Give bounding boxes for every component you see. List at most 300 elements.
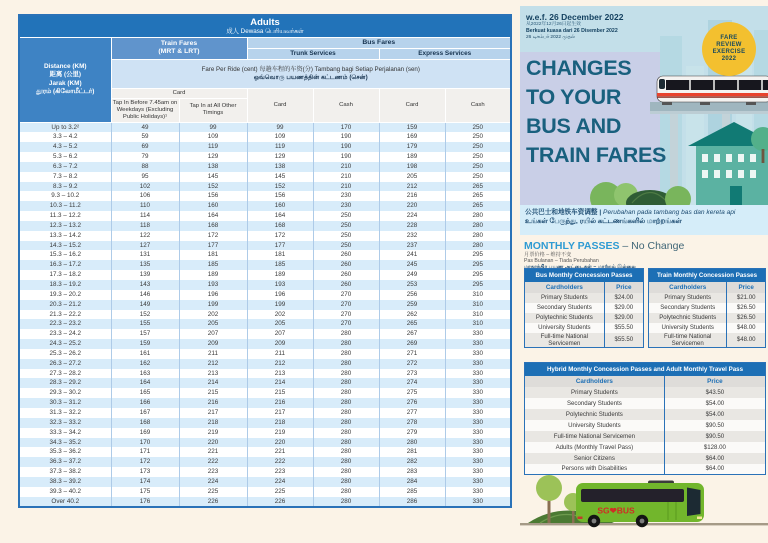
- fare-value-cell: 213: [247, 369, 313, 379]
- pass-row: [649, 313, 766, 323]
- badge-line: EXERCISE: [712, 49, 746, 55]
- fare-row: [19, 221, 511, 231]
- fare-value-cell: 256: [379, 290, 445, 300]
- cardholder-cell: Secondary Students: [566, 399, 622, 407]
- price-header: Price: [664, 376, 765, 387]
- fare-value-cell: 149: [111, 300, 179, 310]
- fare-value-cell: 175: [111, 487, 179, 497]
- fare-value-cell: 330: [445, 349, 511, 359]
- fare-value-cell: 218: [247, 418, 313, 428]
- fare-value-cell: 156: [179, 191, 247, 201]
- hybrid-monthly-pass-table: [524, 362, 766, 475]
- fare-value-cell: 260: [313, 260, 379, 270]
- fare-value-cell: 169: [111, 428, 179, 438]
- fare-row: [19, 359, 511, 369]
- fare-value-cell: 271: [379, 349, 445, 359]
- distance-cell: 6.3 – 7.2: [52, 162, 78, 170]
- fare-value-cell: 280: [313, 487, 379, 497]
- fare-value-cell: 330: [445, 497, 511, 508]
- pass-row: [525, 409, 766, 420]
- fare-value-cell: 212: [379, 182, 445, 192]
- fare-value-cell: 207: [247, 329, 313, 339]
- monthly-passes-heading: [524, 240, 768, 271]
- monthly-passes-zh: 月票价格 – 维持不变: [524, 252, 572, 258]
- fare-row: [19, 182, 511, 192]
- distance-cell: Over 40.2: [51, 497, 80, 505]
- distance-cell: 24.3 – 25.2: [49, 340, 81, 348]
- fare-value-cell: 250: [445, 162, 511, 172]
- fare-value-cell: 213: [179, 369, 247, 379]
- fare-value-cell: 265: [445, 191, 511, 201]
- distance-cell: 35.3 – 36.2: [49, 448, 81, 456]
- distance-zh: 距离 (公里): [49, 71, 82, 78]
- effective-date-en: w.e.f. 26 December 2022: [526, 12, 624, 22]
- cardholder-cell: Full-time National Servicemen: [663, 332, 712, 347]
- fare-value-cell: 162: [111, 359, 179, 369]
- table-title-row: [19, 15, 511, 37]
- fare-value-cell: 216: [247, 398, 313, 408]
- fare-row: [19, 349, 511, 359]
- no-change-label: – No Change: [619, 240, 685, 252]
- fare-value-cell: 224: [247, 477, 313, 487]
- fare-value-cell: 217: [179, 408, 247, 418]
- fare-value-cell: 145: [247, 172, 313, 182]
- fare-value-cell: 310: [445, 310, 511, 320]
- fare-value-cell: 274: [379, 378, 445, 388]
- fare-value-cell: 295: [445, 250, 511, 260]
- subtitle-ta: உங்கள் பேருந்து, ரயில் கட்டணங்களில் மாற்றங்கள்: [525, 218, 682, 225]
- fare-value-cell: 220: [379, 201, 445, 211]
- fare-value-cell: 210: [313, 182, 379, 192]
- fare-value-cell: 280: [313, 447, 379, 457]
- fare-value-cell: 280: [313, 457, 379, 467]
- train-icon: [657, 76, 768, 105]
- fare-value-cell: 223: [247, 467, 313, 477]
- cardholder-cell: Polytechnic Students: [659, 314, 717, 321]
- fare-value-cell: 275: [379, 388, 445, 398]
- fare-value-cell: 152: [247, 182, 313, 192]
- distance-cell: 15.3 – 16.2: [49, 251, 81, 259]
- fare-value-cell: 196: [179, 290, 247, 300]
- cardholder-cell: Primary Students: [664, 294, 712, 301]
- subtitle-band: [520, 205, 768, 235]
- fare-value-cell: 270: [313, 319, 379, 329]
- fare-per-ride-line1: Fare Per Ride (cent) 每趟车程的车资(分) Tambang bagi Setiap Perjalanan (sen): [201, 65, 420, 73]
- price-cell: $43.50: [664, 387, 765, 398]
- effective-date-block: [526, 12, 624, 41]
- price-cell: $29.00: [604, 313, 643, 323]
- fare-row: [19, 260, 511, 270]
- express-services-header: Express Services: [379, 48, 511, 59]
- train-monthly-pass-table: [648, 268, 766, 348]
- fare-value-cell: 167: [111, 408, 179, 418]
- fare-value-cell: 250: [445, 152, 511, 162]
- monthly-passes-title: [524, 240, 768, 252]
- distance-ta: தூரம் (கிலோமீட்டர்): [36, 88, 95, 95]
- fare-value-cell: 143: [111, 280, 179, 290]
- fare-value-cell: 159: [111, 339, 179, 349]
- fare-value-cell: 245: [379, 260, 445, 270]
- tap-in-before-header: Tap In Before 7.45am on Weekdays (Excluding Public Holidays)¹: [111, 98, 179, 122]
- fare-value-cell: 118: [111, 221, 179, 231]
- distance-cell: 23.3 – 24.2: [49, 330, 81, 338]
- fare-value-cell: 330: [445, 388, 511, 398]
- price-cell: $128.00: [664, 442, 765, 453]
- fare-value-cell: 220: [247, 438, 313, 448]
- fare-value-cell: 222: [247, 457, 313, 467]
- fare-per-ride-line2: ஒவ்வொரு பயணத்தின் கட்டணம் (சென்): [253, 73, 368, 81]
- subtitle-zh: 公共巴士和地铁车资调整: [525, 209, 598, 216]
- fare-value-cell: 249: [379, 270, 445, 280]
- fare-row: [19, 270, 511, 280]
- pass-row: [649, 293, 766, 303]
- fare-value-cell: 109: [247, 132, 313, 142]
- pass-row: [649, 333, 766, 348]
- cardholder-cell: Persons with Disabilities: [561, 465, 628, 473]
- header-band-1: [19, 37, 511, 48]
- fare-value-cell: 211: [247, 349, 313, 359]
- distance-cell: 39.3 – 40.2: [49, 487, 81, 495]
- bus-pass-title: Bus Monthly Concession Passes: [525, 269, 644, 282]
- fare-value-cell: 241: [379, 250, 445, 260]
- price-cell: $54.00: [664, 409, 765, 420]
- distance-cell: 29.3 – 30.2: [49, 389, 81, 397]
- fare-value-cell: 185: [247, 260, 313, 270]
- fare-value-cell: 205: [179, 319, 247, 329]
- pass-row: [525, 333, 644, 348]
- fare-value-cell: 280: [313, 418, 379, 428]
- train-fares-sublabel: (MRT & LRT): [158, 48, 200, 55]
- distance-ms: Jarak (KM): [48, 79, 82, 87]
- right-panel: [520, 0, 768, 543]
- train-pass-title: Train Monthly Concession Passes: [649, 269, 766, 282]
- fare-value-cell: 202: [179, 310, 247, 320]
- fare-value-cell: 209: [247, 339, 313, 349]
- fare-value-cell: 99: [179, 122, 247, 132]
- fare-value-cell: 205: [247, 319, 313, 329]
- distance-cell: 20.3 – 21.2: [49, 300, 81, 308]
- cardholder-cell: University Students: [538, 324, 591, 331]
- fare-value-cell: 270: [313, 290, 379, 300]
- fare-value-cell: 295: [445, 260, 511, 270]
- distance-cell: 21.3 – 22.2: [49, 310, 81, 318]
- distance-cell: 25.3 – 26.2: [49, 349, 81, 357]
- distance-cell: 13.3 – 14.2: [49, 231, 81, 239]
- distance-cell: 28.3 – 29.2: [49, 379, 81, 387]
- distance-cell: 17.3 – 18.2: [49, 271, 81, 279]
- fare-value-cell: 170: [111, 438, 179, 448]
- express-cash-header: Cash: [445, 88, 511, 122]
- distance-cell: 8.3 – 9.2: [52, 182, 78, 190]
- fare-value-cell: 250: [445, 172, 511, 182]
- distance-cell: 7.3 – 8.2: [52, 172, 78, 180]
- fare-value-cell: 173: [111, 467, 179, 477]
- fare-value-cell: 212: [179, 359, 247, 369]
- cardholder-cell: Full-time National Servicemen: [540, 332, 589, 347]
- fare-row: [19, 428, 511, 438]
- fare-value-cell: 330: [445, 378, 511, 388]
- cardholders-header: Cardholders: [525, 376, 665, 387]
- fare-value-cell: 270: [313, 300, 379, 310]
- fare-value-cell: 280: [313, 349, 379, 359]
- distance-cell: 11.3 – 12.2: [49, 212, 81, 220]
- distance-cell: 10.3 – 11.2: [49, 202, 81, 210]
- fare-value-cell: 330: [445, 487, 511, 497]
- fare-value-cell: 160: [247, 201, 313, 211]
- price-cell: $21.00: [727, 293, 766, 303]
- fare-value-cell: 185: [179, 260, 247, 270]
- fare-value-cell: 168: [111, 418, 179, 428]
- effective-date-ms: Berkuat kuasa dari 26 Disember 2022: [526, 28, 618, 34]
- fare-row: [19, 339, 511, 349]
- fare-value-cell: 267: [379, 329, 445, 339]
- bus-icon: [576, 481, 704, 528]
- distance-cell: 5.3 – 6.2: [52, 153, 78, 161]
- fare-value-cell: 280: [313, 477, 379, 487]
- distance-cell: 18.3 – 19.2: [49, 281, 81, 288]
- fare-value-cell: 250: [445, 142, 511, 152]
- price-cell: $48.00: [727, 323, 766, 333]
- distance-cell: Up to 3.2²: [51, 123, 80, 131]
- fare-value-cell: 262: [379, 310, 445, 320]
- tap-in-other-header: Tap In at All Other Timings: [179, 98, 247, 122]
- fare-value-cell: 215: [247, 388, 313, 398]
- fare-value-cell: 181: [247, 250, 313, 260]
- fare-value-cell: 330: [445, 457, 511, 467]
- fare-value-cell: 250: [313, 211, 379, 221]
- fare-row: [19, 152, 511, 162]
- fare-value-cell: 278: [379, 418, 445, 428]
- fare-value-cell: 168: [247, 221, 313, 231]
- fare-value-cell: 277: [379, 408, 445, 418]
- heading-line: BUS AND: [526, 114, 622, 138]
- fare-value-cell: 193: [179, 280, 247, 290]
- fare-value-cell: 276: [379, 398, 445, 408]
- trunk-cash-header: Cash: [313, 88, 379, 122]
- train-pass-body: [649, 293, 766, 348]
- fare-value-cell: 232: [379, 231, 445, 241]
- distance-cell: 4.3 – 5.2: [52, 143, 78, 151]
- price-cell: $26.50: [727, 303, 766, 313]
- fare-value-cell: 280: [313, 369, 379, 379]
- fare-value-cell: 280: [313, 467, 379, 477]
- fare-value-cell: 280: [445, 241, 511, 251]
- cardholder-cell: Full-time National Servicemen: [553, 432, 636, 440]
- fare-value-cell: 250: [313, 231, 379, 241]
- fare-row: [19, 231, 511, 241]
- cardholder-cell: Adults (Monthly Travel Pass): [555, 443, 634, 451]
- express-card-header: Card: [379, 88, 445, 122]
- distance-cell: 37.3 – 38.2: [49, 468, 81, 476]
- fare-value-cell: 219: [247, 428, 313, 438]
- hybrid-pass-title: Hybrid Monthly Concession Passes and Adult Monthly Travel Pass: [525, 363, 766, 376]
- fare-value-cell: 217: [247, 408, 313, 418]
- fare-value-cell: 250: [445, 122, 511, 132]
- fare-value-cell: 156: [247, 191, 313, 201]
- cardholder-cell: Senior Citizens: [573, 454, 615, 462]
- fare-value-cell: 163: [111, 369, 179, 379]
- distance-cell: 30.3 – 31.2: [49, 399, 81, 407]
- fare-value-cell: 265: [379, 319, 445, 329]
- fare-value-cell: 295: [445, 280, 511, 290]
- badge-line: 2022: [721, 56, 737, 62]
- price-cell: $24.00: [604, 293, 643, 303]
- price-cell: $54.00: [664, 398, 765, 409]
- fare-value-cell: 330: [445, 329, 511, 339]
- fare-value-cell: 135: [111, 260, 179, 270]
- fare-value-cell: 138: [179, 162, 247, 172]
- fare-value-cell: 210: [313, 162, 379, 172]
- fare-value-cell: 170: [313, 122, 379, 132]
- fare-value-cell: 172: [179, 231, 247, 241]
- fare-value-cell: 330: [445, 369, 511, 379]
- fare-value-cell: 260: [313, 250, 379, 260]
- fare-value-cell: 161: [111, 349, 179, 359]
- fare-value-cell: 145: [179, 172, 247, 182]
- fare-value-cell: 226: [247, 497, 313, 508]
- price-cell: $29.00: [604, 303, 643, 313]
- fare-value-cell: 196: [247, 290, 313, 300]
- fare-value-cell: 280: [379, 438, 445, 448]
- fare-value-cell: 189: [179, 270, 247, 280]
- distance-cell: 38.3 – 39.2: [49, 477, 81, 485]
- fare-value-cell: 189: [379, 152, 445, 162]
- fare-value-cell: 283: [379, 467, 445, 477]
- fare-value-cell: 152: [111, 310, 179, 320]
- pass-row: [525, 398, 766, 409]
- fare-value-cell: 253: [379, 280, 445, 290]
- cardholder-cell: Secondary Students: [660, 304, 716, 311]
- fare-value-cell: 330: [445, 438, 511, 448]
- fare-value-cell: 169: [379, 132, 445, 142]
- fare-value-cell: 280: [313, 378, 379, 388]
- fare-row: [19, 211, 511, 221]
- fare-row: [19, 467, 511, 477]
- fare-value-cell: 310: [445, 319, 511, 329]
- fare-value-cell: 280: [313, 497, 379, 508]
- fare-value-cell: 160: [179, 201, 247, 211]
- title-adults: Adults: [250, 16, 280, 28]
- title-adults-translations: 成人 Dewasa பெரியவர்கள்: [226, 27, 304, 35]
- distance-cell: 27.3 – 28.2: [49, 369, 81, 377]
- fare-review-badge: [702, 22, 756, 76]
- pass-row: [649, 303, 766, 313]
- table-title: [19, 15, 511, 37]
- badge-line: FARE: [720, 35, 738, 41]
- distance-cell: 19.3 – 20.2: [49, 290, 81, 298]
- fare-value-cell: 209: [179, 339, 247, 349]
- distance-cell: 31.3 – 32.2: [49, 408, 81, 416]
- fare-value-cell: 269: [379, 339, 445, 349]
- fare-value-cell: 176: [111, 497, 179, 508]
- fare-value-cell: 69: [111, 142, 179, 152]
- distance-cell: 26.3 – 27.2: [49, 359, 81, 367]
- fare-value-cell: 211: [179, 349, 247, 359]
- fare-value-cell: 330: [445, 418, 511, 428]
- bus-pass-body: [525, 293, 644, 348]
- cardholder-cell: Polytechnic Students: [535, 314, 593, 321]
- fare-value-cell: 202: [247, 310, 313, 320]
- fare-value-cell: 330: [445, 467, 511, 477]
- fare-row: [19, 369, 511, 379]
- cardholder-cell: University Students: [661, 324, 714, 331]
- fare-value-cell: 221: [179, 447, 247, 457]
- price-cell: $64.00: [664, 453, 765, 464]
- fare-value-cell: 280: [313, 398, 379, 408]
- fare-value-cell: 172: [111, 457, 179, 467]
- cardholder-cell: Primary Students: [540, 294, 588, 301]
- fare-per-ride-header: [111, 59, 511, 88]
- fare-value-cell: 177: [247, 241, 313, 251]
- pass-row: [649, 323, 766, 333]
- fare-row: [19, 132, 511, 142]
- fare-value-cell: 216: [379, 191, 445, 201]
- pass-row: [525, 303, 644, 313]
- pass-row: [525, 387, 766, 398]
- fare-row: [19, 191, 511, 201]
- fare-value-cell: 280: [445, 211, 511, 221]
- fare-value-cell: 284: [379, 477, 445, 487]
- heading-line: CHANGES: [526, 56, 632, 80]
- fare-value-cell: 219: [179, 428, 247, 438]
- price-cell: $64.00: [664, 464, 765, 475]
- fare-row: [19, 497, 511, 508]
- monthly-passes-ms: Pas Bulanan – Tiada Perubahan: [524, 258, 599, 265]
- fare-row: [19, 241, 511, 251]
- fare-value-cell: 330: [445, 339, 511, 349]
- fare-value-cell: 250: [313, 241, 379, 251]
- bus-illustration: [520, 462, 768, 532]
- fare-value-cell: 164: [111, 378, 179, 388]
- fare-table-body: [19, 122, 511, 507]
- fare-value-cell: 286: [379, 497, 445, 508]
- fare-value-cell: 99: [247, 122, 313, 132]
- fare-value-cell: 212: [247, 359, 313, 369]
- fare-row: [19, 487, 511, 497]
- fare-value-cell: 139: [111, 270, 179, 280]
- effective-date-zh: 从2022年12月26日起生效: [526, 22, 581, 27]
- fare-row: [19, 329, 511, 339]
- fare-value-cell: 285: [379, 487, 445, 497]
- fare-value-cell: 265: [445, 201, 511, 211]
- fare-value-cell: 310: [445, 290, 511, 300]
- distance-cell: 14.3 – 15.2: [49, 241, 81, 249]
- fare-value-cell: 295: [445, 270, 511, 280]
- fare-value-cell: 225: [247, 487, 313, 497]
- fare-value-cell: 190: [313, 142, 379, 152]
- distance-cell: 9.3 – 10.2: [51, 192, 80, 200]
- effective-date-ta: 26 டிசம்பர் 2022 முதல்: [526, 34, 575, 40]
- heading-line: TRAIN FARES: [526, 143, 667, 167]
- fare-value-cell: 273: [379, 369, 445, 379]
- fare-row: [19, 408, 511, 418]
- distance-cell: 33.3 – 34.2: [49, 428, 81, 436]
- fare-row: [19, 388, 511, 398]
- price-header: Price: [727, 282, 766, 293]
- trunk-services-header: Trunk Services: [247, 48, 379, 59]
- fare-value-cell: 330: [445, 428, 511, 438]
- bus-monthly-pass-table: [524, 268, 644, 348]
- pass-row: [525, 313, 644, 323]
- fare-value-cell: 280: [313, 438, 379, 448]
- price-cell: $26.50: [727, 313, 766, 323]
- fare-value-cell: 171: [111, 447, 179, 457]
- cardholders-header: Cardholders: [525, 282, 605, 293]
- fare-value-cell: 210: [313, 172, 379, 182]
- fare-row: [19, 398, 511, 408]
- fare-value-cell: 198: [379, 162, 445, 172]
- subtitle-line-1: [525, 209, 768, 217]
